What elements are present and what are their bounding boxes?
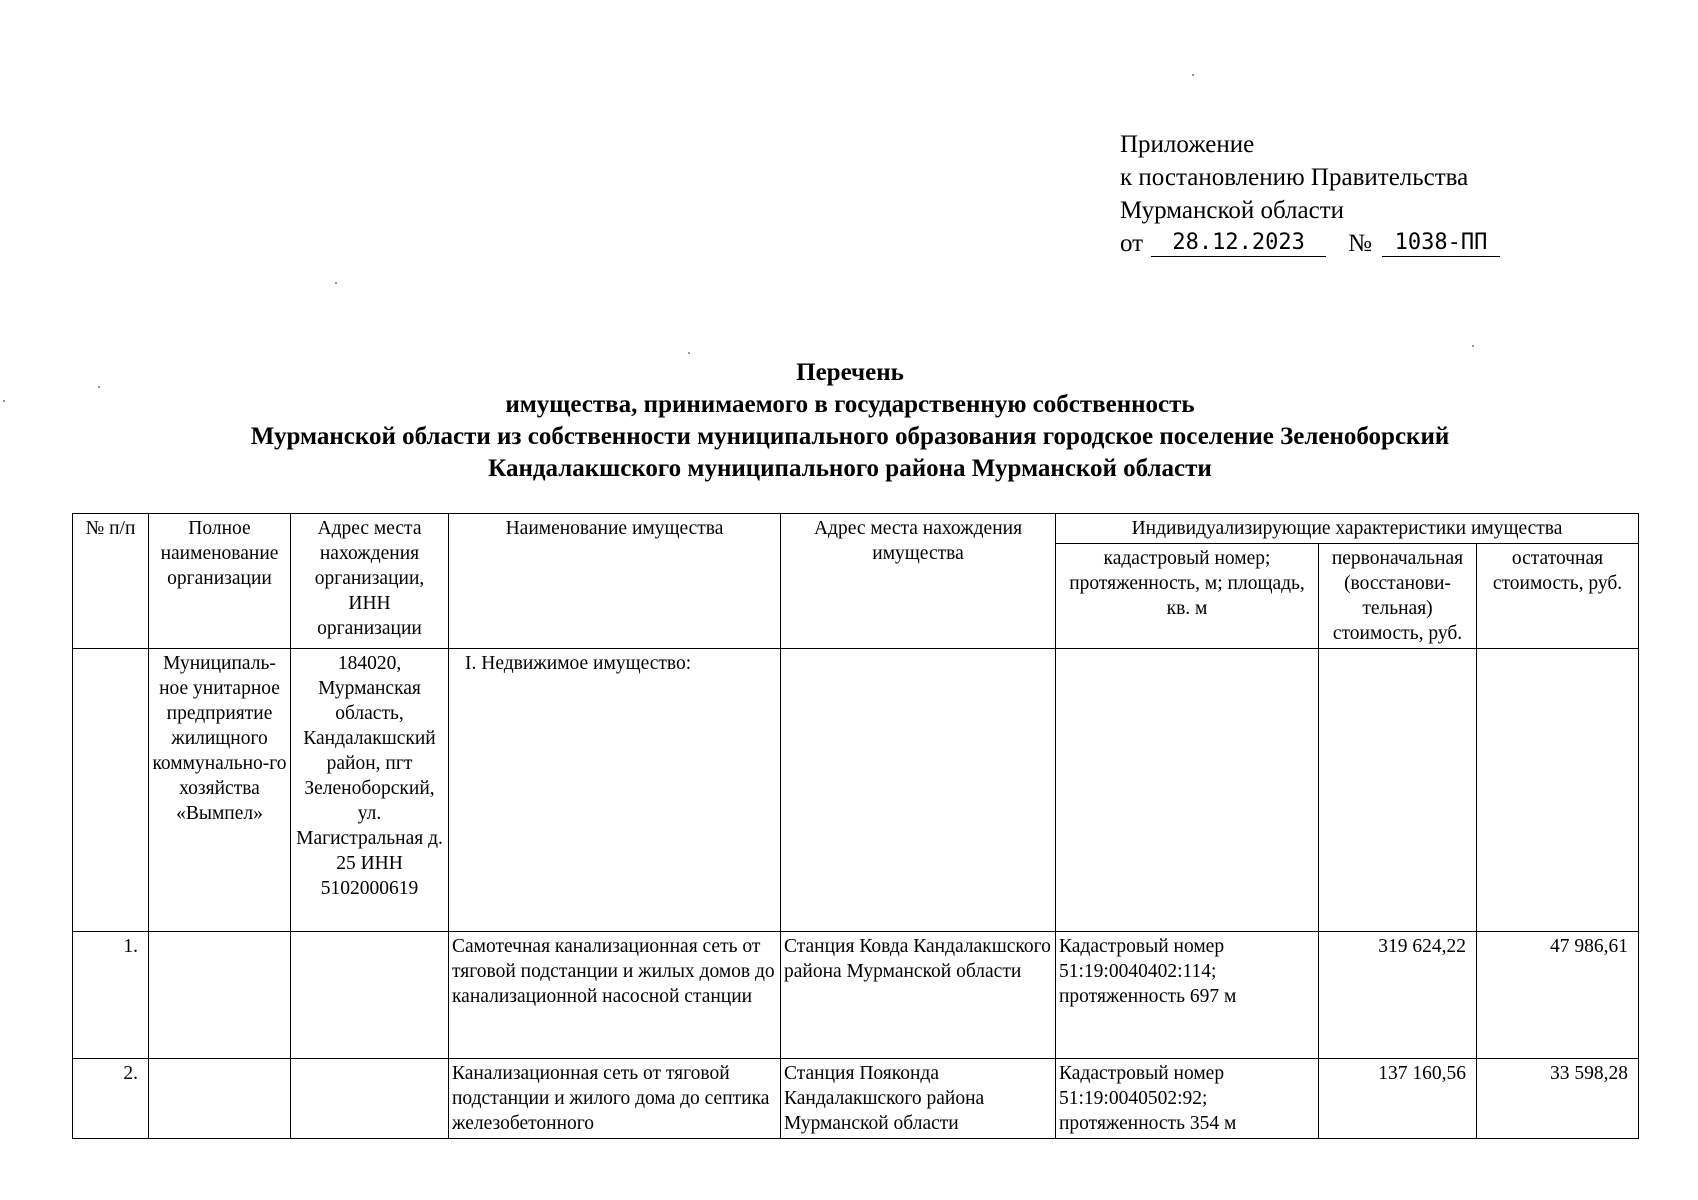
header-cadastral: кадастровый номер; протяженность, м; площадь, кв. м [1056, 544, 1319, 649]
scan-speck [98, 386, 100, 388]
org-address-cell: 184020, Мурманская область, Кандалакшский район, пгт Зеленоборский, ул. Магистральная д. 25 ИНН 5102000619 [291, 649, 449, 932]
row-residual-cost: 33 598,28 [1477, 1059, 1639, 1139]
org-row-empty-address [781, 649, 1056, 932]
row-num: 2. [73, 1059, 149, 1139]
appendix-region: Мурманской области [1120, 197, 1345, 224]
number-label: № [1348, 230, 1372, 257]
appendix-date-number-line [1120, 227, 1500, 260]
row-property-name: Канализационная сеть от тяговой подстанции и жилого дома до септика железобетонного [449, 1059, 781, 1139]
org-row-empty-cadastral [1056, 649, 1319, 932]
title-line-3: Мурманской области из собственности муниципального образования городское поселение Зеленоборский [250, 423, 1450, 450]
row-num: 1. [73, 932, 149, 1059]
from-label: от [1120, 230, 1144, 257]
scan-speck [688, 352, 690, 354]
resolution-number: 1038-ПП [1382, 230, 1500, 257]
document-title [70, 357, 1630, 485]
row-empty-org-address [291, 932, 449, 1059]
row-residual-cost: 47 986,61 [1477, 932, 1639, 1059]
row-initial-cost: 137 160,56 [1319, 1059, 1477, 1139]
header-row-1 [73, 514, 1639, 544]
header-property-address: Адрес места нахождения имущества [781, 514, 1056, 649]
table-row [73, 1059, 1639, 1139]
header-org-name: Полное наименование организации [149, 514, 291, 649]
organization-row [73, 649, 1639, 932]
title-line-4: Кандалакшского муниципального района Мурманской области [488, 455, 1212, 482]
header-residual-cost: остаточная стоимость, руб. [1477, 544, 1639, 649]
row-property-address: Станция Ковда Кандалакшского района Мурманской области [781, 932, 1056, 1059]
org-row-num [73, 649, 149, 932]
row-empty-org [149, 932, 291, 1059]
header-org-address: Адрес места нахождения организации, ИНН организации [291, 514, 449, 649]
org-row-empty-residual [1477, 649, 1639, 932]
title-line-2: имущества, принимаемого в государственную собственность [505, 391, 1195, 418]
header-property-name: Наименование имущества [449, 514, 781, 649]
row-cadastral: Кадастровый номер 51:19:0040502:92; протяженность 354 м [1056, 1059, 1319, 1139]
row-property-address: Станция Пояконда Кандалакшского района Мурманской области [781, 1059, 1056, 1139]
org-row-empty-initial [1319, 649, 1477, 932]
resolution-date: 28.12.2023 [1151, 230, 1326, 257]
row-property-name: Самотечная канализационная сеть от тяговой подстанции и жилых домов до канализационной насосной станции [449, 932, 781, 1059]
scan-speck [1472, 345, 1474, 347]
row-initial-cost: 319 624,22 [1319, 932, 1477, 1059]
title-line-1: Перечень [796, 359, 904, 386]
property-table [72, 513, 1639, 1139]
row-cadastral: Кадастровый номер 51:19:0040402:114; протяженность 697 м [1056, 932, 1319, 1059]
header-num: № п/п [73, 514, 149, 649]
table-row [73, 932, 1639, 1059]
appendix-resolution-label: к постановлению Правительства [1120, 164, 1469, 191]
appendix-title: Приложение [1120, 131, 1255, 158]
header-initial-cost: первоначальная (восстанови-тельная) стоимость, руб. [1319, 544, 1477, 649]
row-empty-org-address [291, 1059, 449, 1139]
row-empty-org [149, 1059, 291, 1139]
section-heading: I. Недвижимое имущество: [449, 649, 781, 932]
scan-speck [1192, 74, 1194, 76]
appendix-block [1120, 128, 1500, 260]
scan-speck [3, 400, 5, 402]
org-name-cell: Муниципаль-ное унитарное предприятие жилищного коммунально-го хозяйства «Вымпел» [149, 649, 291, 932]
scan-speck [335, 282, 337, 284]
header-characteristics: Индивидуализирующие характеристики имущества [1056, 514, 1639, 544]
